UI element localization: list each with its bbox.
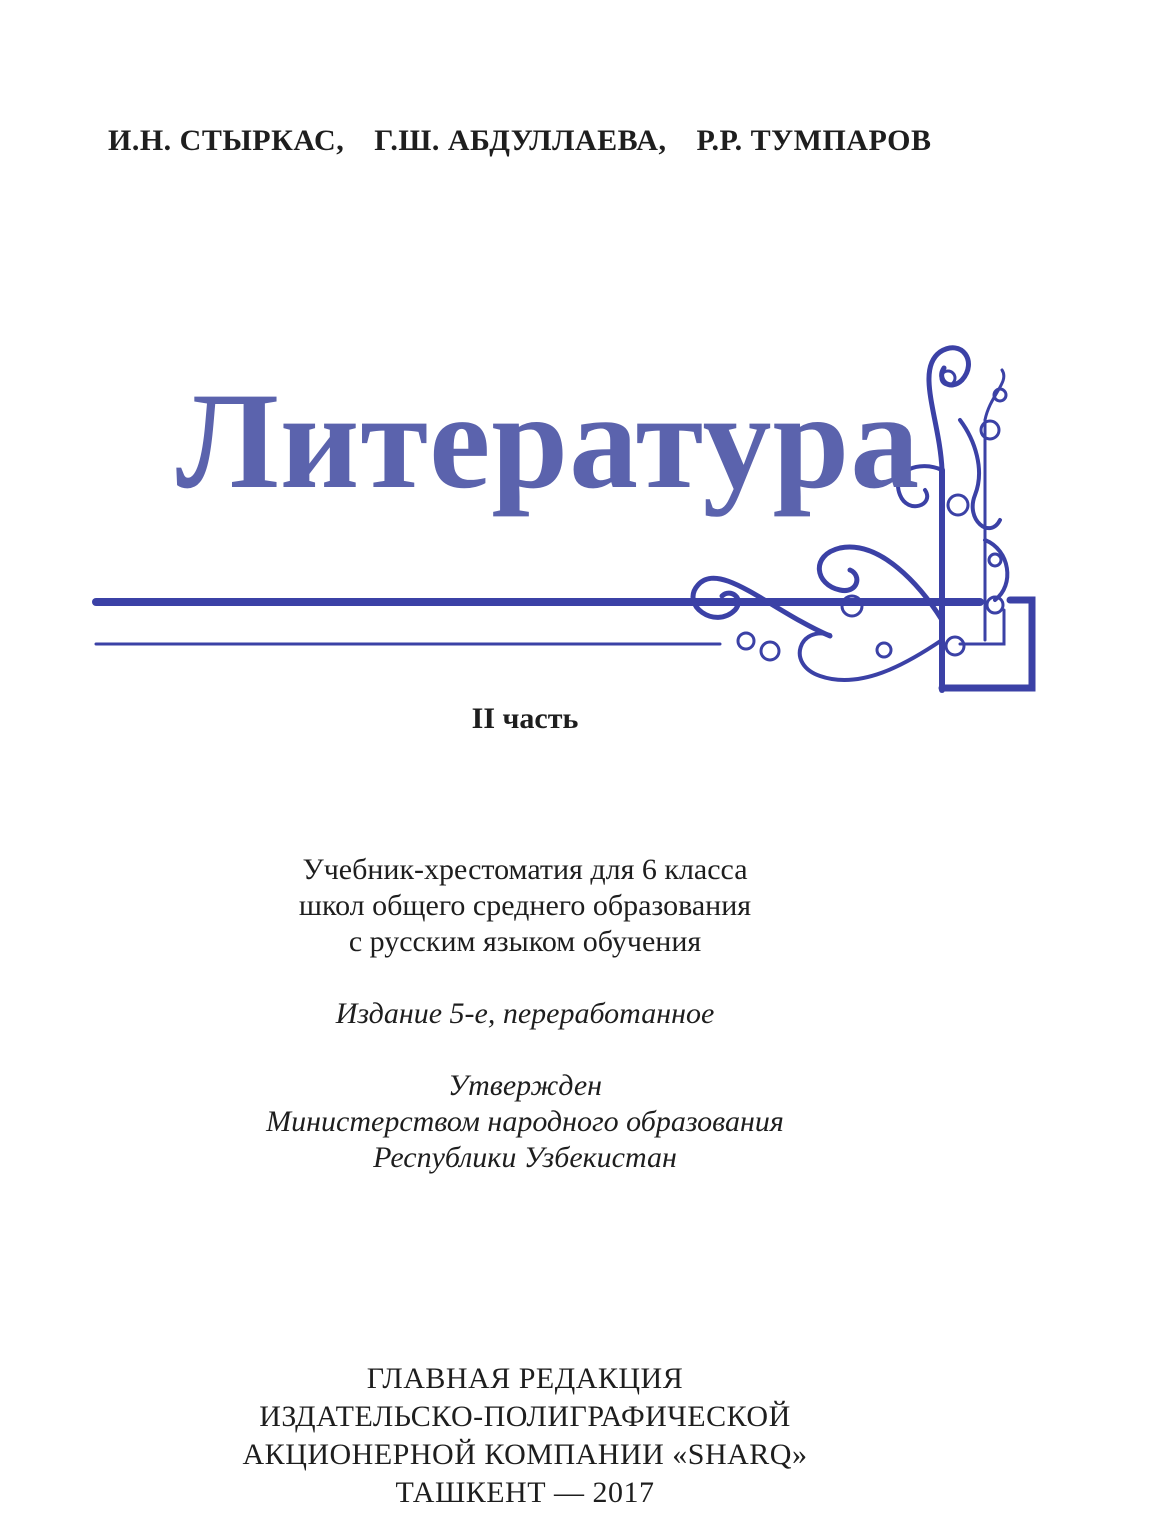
description-line: школ общего среднего образования — [298, 889, 752, 922]
publisher-line: ИЗДАТЕЛЬСКО-ПОЛИГРАФИЧЕСКОЙ — [259, 1400, 791, 1433]
approval-line: Министерством народного образования — [266, 1105, 784, 1138]
publisher-line: АКЦИОНЕРНОЙ КОМПАНИИ «SHARQ» — [242, 1438, 808, 1471]
approval-line: Республики Узбекистан — [373, 1141, 677, 1174]
approval-line: Утвержден — [447, 1069, 603, 1102]
description-line: Учебник-хрестоматия для 6 класса — [302, 853, 748, 886]
authors-line — [108, 124, 953, 158]
author-1: И.Н. СТЫРКАС, — [108, 124, 345, 157]
publisher-line: ГЛАВНАЯ РЕДАКЦИЯ — [366, 1362, 684, 1395]
publisher-line: ТАШКЕНТ — 2017 — [395, 1476, 655, 1509]
approval-note — [0, 1068, 1050, 1176]
book-title: Литература — [176, 364, 921, 517]
author-2: Г.Ш. АБДУЛЛАЕВА, — [374, 124, 667, 157]
publisher-block — [0, 1360, 1050, 1512]
part-number: II часть — [471, 702, 579, 735]
author-3: Р.Р. ТУМПАРОВ — [696, 124, 932, 157]
edition-note: Издание 5-е, переработанное — [335, 997, 715, 1030]
description-line: с русским языком обучения — [348, 925, 702, 958]
book-description — [0, 852, 1050, 960]
